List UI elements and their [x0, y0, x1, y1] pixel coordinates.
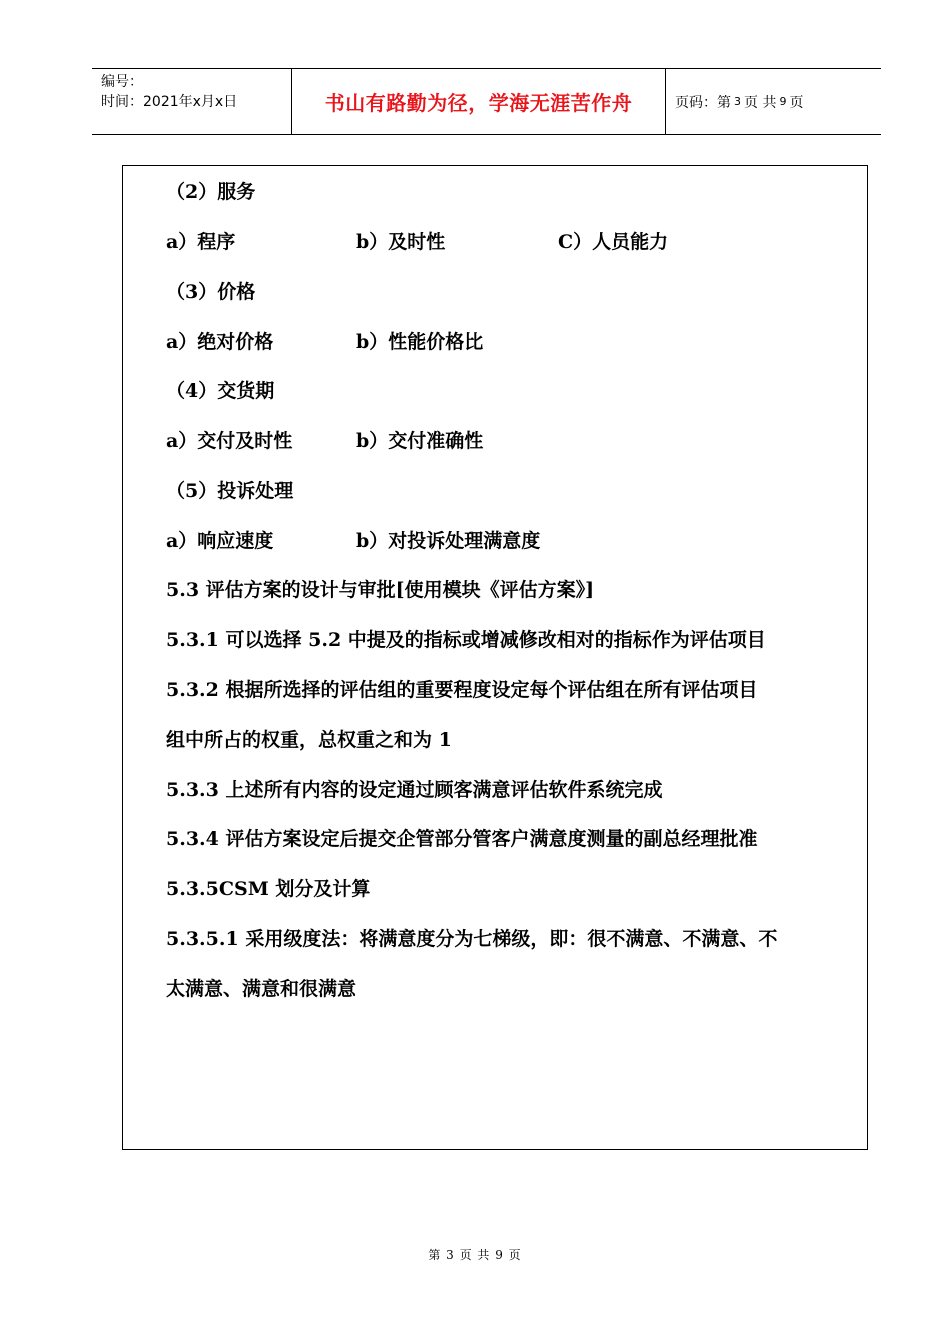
item-procedure: a）程序 — [166, 231, 236, 253]
page-middle: 页 共 — [744, 94, 777, 111]
page-footer: 第 3 页 共 9 页 — [428, 1248, 522, 1262]
header-meta — [92, 69, 292, 134]
item-staff-ability: C）人员能力 — [558, 231, 669, 253]
para-5-3-5-1: 5.3.5.1 采用级度法：将满意度分为七梯级，即：很不满意、不满意、不 — [166, 928, 778, 950]
document-number-label: 编号： — [101, 74, 143, 90]
item-response-speed: a）响应速度 — [166, 530, 274, 552]
para-5-3-2: 5.3.2 根据所选择的评估组的重要程度设定每个评估组在所有评估项目 — [166, 679, 758, 701]
document-date: 时间：2021年x月x日 — [101, 94, 238, 110]
page-total: 9 — [779, 95, 787, 108]
item-price-performance: b）性能价格比 — [356, 331, 484, 353]
section-price: （3）价格 — [166, 281, 256, 303]
para-5-3-3: 5.3.3 上述所有内容的设定通过顾客满意评估软件系统完成 — [166, 779, 663, 801]
para-5-3: 5.3 评估方案的设计与审批[使用模块《评估方案》] — [166, 579, 595, 601]
para-5-3-5: 5.3.5CSM 划分及计算 — [166, 878, 371, 900]
header-motto: 书山有路勤为径，学海无涯苦作舟 — [292, 69, 666, 134]
para-5-3-4: 5.3.4 评估方案设定后提交企管部分管客户满意度测量的副总经理批准 — [166, 828, 758, 850]
section-delivery: （4）交货期 — [166, 380, 275, 402]
header-page-number — [666, 69, 881, 134]
para-5-3-1: 5.3.1 可以选择 5.2 中提及的指标或增减修改相对的指标作为评估项目 — [166, 629, 766, 651]
section-complaints: （5）投诉处理 — [166, 480, 294, 502]
content-box — [122, 165, 868, 1150]
para-5-3-5-1-cont: 太满意、满意和很满意 — [166, 978, 357, 1000]
item-absolute-price: a）绝对价格 — [166, 331, 274, 353]
page-current: 3 — [734, 95, 741, 108]
page-header — [92, 68, 881, 135]
item-timeliness: b）及时性 — [356, 231, 446, 253]
page-prefix: 页码：第 — [675, 94, 731, 111]
page-suffix: 页 — [789, 94, 804, 111]
section-service: （2）服务 — [166, 181, 256, 203]
item-complaint-satisfaction: b）对投诉处理满意度 — [356, 530, 541, 552]
para-5-3-2-cont: 组中所占的权重，总权重之和为 1 — [166, 729, 452, 751]
item-delivery-timeliness: a）交付及时性 — [166, 430, 293, 452]
item-delivery-accuracy: b）交付准确性 — [356, 430, 484, 452]
